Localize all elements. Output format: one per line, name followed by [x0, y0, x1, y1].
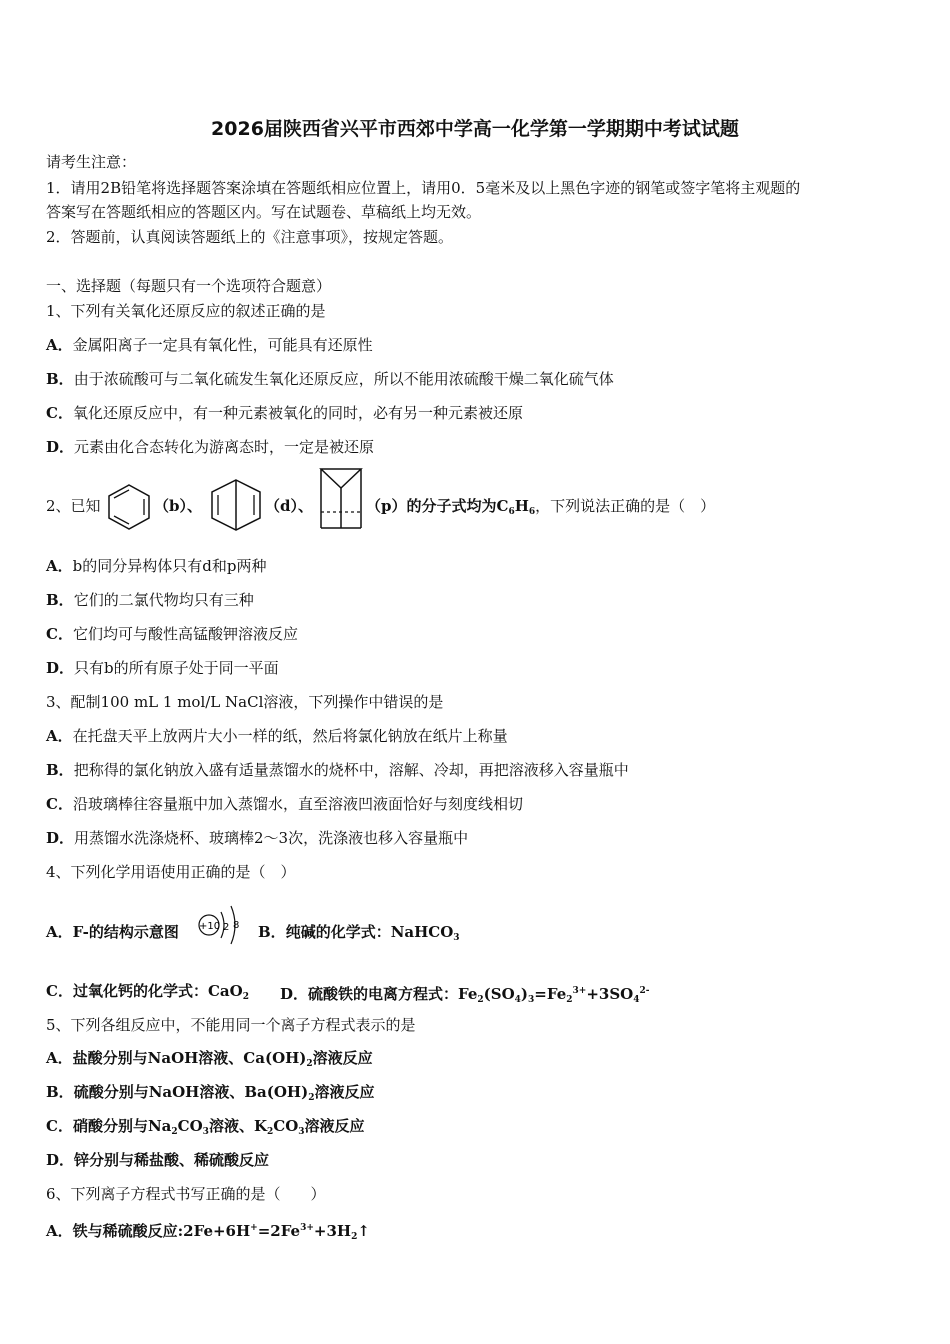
notice-item-2: 2．答题前，认真阅读答题纸上的《注意事项》，按规定答题。 — [46, 228, 454, 246]
question-3-option-c: C．沿玻璃棒往容量瓶中加入蒸馏水，直至溶液凹液面恰好与刻度线相切 — [46, 795, 523, 813]
question-3-stem: 3、配制100 mL 1 mol/L NaCl溶液，下列操作中错误的是 — [46, 693, 444, 711]
prismane-structure-icon — [318, 466, 364, 532]
dewar-benzene-structure-icon — [208, 477, 264, 533]
question-2-label-d: （d）、 — [265, 497, 313, 515]
question-3-option-b: B．把称得的氯化钠放入盛有适量蒸馏水的烧杯中，溶解、冷却，再把溶液移入容量瓶中 — [46, 761, 629, 779]
question-5-stem: 5、下列各组反应中，不能用同一个离子方程式表示的是 — [46, 1016, 416, 1034]
question-2-label-b: （b）、 — [154, 497, 202, 515]
question-5-option-d: D．锌分别与稀盐酸、稀硫酸反应 — [46, 1151, 270, 1169]
atom-shell-1: 2 — [223, 922, 230, 933]
atom-shell-2: 8 — [233, 920, 240, 931]
question-2-prefix: 2、已知 — [46, 497, 101, 515]
question-4-option-b: B．纯碱的化学式：NaHCO$_3$ — [258, 923, 460, 943]
question-4-option-c: C．过氧化钙的化学式：CaO$_2$ — [46, 982, 249, 1002]
question-2-option-d: D．只有b的所有原子处于同一平面 — [46, 659, 279, 677]
question-4-option-d: D．硫酸铁的电离方程式：$Fe_2(SO_4)_3=Fe_2^{3+}+3SO_4^{2-}$ — [280, 985, 650, 1005]
notice-item-1-cont: 答案写在答题纸相应的答题区内。写在试题卷、草稿纸上均无效。 — [46, 203, 482, 221]
question-5-option-a: A．盐酸分别与NaOH溶液、$Ca(OH)_2$溶液反应 — [46, 1049, 373, 1069]
atom-nucleus-label: +10 — [199, 921, 221, 932]
page-title: 2026届陕西省兴平市西郊中学高一化学第一学期期中考试试题 — [211, 118, 739, 140]
question-2-option-b: B．它们的二氯代物均只有三种 — [46, 591, 254, 609]
question-3-option-d: D．用蒸馏水洗涤烧杯、玻璃棒2～3次，洗涤液也移入容量瓶中 — [46, 829, 469, 847]
question-2-option-c: C．它们均可与酸性高锰酸钾溶液反应 — [46, 625, 298, 643]
question-4-stem: 4、下列化学用语使用正确的是（ ） — [46, 863, 296, 881]
question-3-option-a: A．在托盘天平上放两片大小一样的纸，然后将氯化钠放在纸片上称量 — [46, 727, 508, 745]
fluoride-ion-structure-diagram — [193, 900, 243, 950]
question-6-option-a: A．铁与稀硫酸反应$:2Fe+6H^+=2Fe^{3+}+3H_2↑$ — [46, 1222, 370, 1242]
question-1-option-b: B．由于浓硫酸可与二氧化硫发生氧化还原反应，所以不能用浓硫酸干燥二氧化硫气体 — [46, 370, 614, 388]
question-5-option-b: B．硫酸分别与NaOH溶液、$Ba(OH)_2$溶液反应 — [46, 1083, 375, 1103]
benzene-structure-icon — [104, 482, 154, 532]
question-1-option-d: D．元素由化合态转化为游离态时，一定是被还原 — [46, 438, 375, 456]
question-2-option-a: A．b的同分异构体只有d和p两种 — [46, 557, 267, 575]
question-4-option-a: A．F-的结构示意图 — [46, 923, 179, 941]
question-1-option-a: A．金属阳离子一定具有氧化性，可能具有还原性 — [46, 336, 373, 354]
question-5-option-c: C．硝酸分别与$Na_2CO_3$溶液、$K_2CO_3$溶液反应 — [46, 1117, 365, 1137]
notice-item-1: 1．请用2B铅笔将选择题答案涂填在答题纸相应位置上，请用0．5毫米及以上黑色字迹的钢笔或签字笔将主观题的 — [46, 179, 801, 197]
question-2-tail: （p）的分子式均为$C_6H_6$，下列说法正确的是（ ） — [366, 497, 716, 517]
question-1-stem: 1、下列有关氧化还原反应的叙述正确的是 — [46, 302, 326, 320]
question-6-stem: 6、下列离子方程式书写正确的是（ ） — [46, 1185, 326, 1203]
section-heading: 一、选择题（每题只有一个选项符合题意） — [46, 277, 332, 295]
question-1-option-c: C．氧化还原反应中，有一种元素被氧化的同时，必有另一种元素被还原 — [46, 404, 523, 422]
notice-heading: 请考生注意： — [46, 153, 137, 171]
